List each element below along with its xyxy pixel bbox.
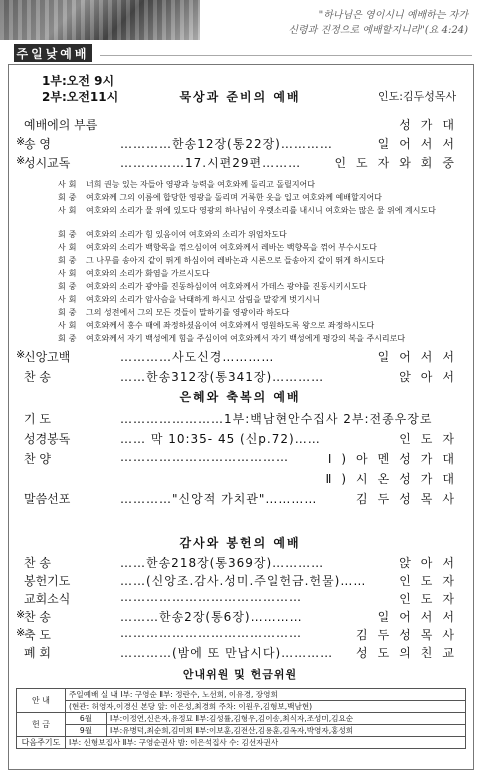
offering-row-1: Ⅰ부:이정연,신은자,유정묘 Ⅱ부:김성률,김형우,김이송,최식자,조성미,김요순	[107, 713, 466, 725]
item-performer: 일어서서	[377, 610, 464, 624]
next-prayer-label: 다음주기도	[17, 737, 66, 749]
table-row	[17, 701, 466, 713]
reader-role: 사회	[58, 295, 80, 304]
offering-month-1: 6월	[66, 713, 107, 725]
reader-role: 회중	[58, 230, 80, 239]
table-row	[17, 725, 466, 737]
standing-mark: ※	[16, 626, 26, 639]
reader-role: 회중	[58, 308, 80, 317]
reading-text: 너희 권능 있는 자들아 영광과 능력을 여호와께 돌리고 돌릴지어다	[86, 180, 315, 189]
reader-role: 회중	[58, 282, 80, 291]
item-detail: …………한송12장(통22장)…………	[120, 137, 333, 151]
item-performer: 인도자	[399, 574, 464, 588]
table-row	[17, 737, 466, 749]
section-title-grace: 은혜와 축복의 예배	[179, 390, 301, 404]
item-performer: 성가대	[399, 118, 464, 132]
reading-text: 그의 성전에서 그의 모든 것들이 말하기를 영광이라 하도다	[86, 308, 290, 317]
offering-row-2: Ⅰ부:유병덕,최순희,김미희 Ⅱ부:이보훈,김전산,김용훈,김옥자,박영자,홍성희	[107, 725, 466, 737]
verse-line-2: 신령과 진정으로 예배할지니라"(요 4:24)	[288, 25, 468, 36]
offering-month-2: 9월	[66, 725, 107, 737]
reading-text: 그 나무를 송아지 같이 뛰게 하심이여 레바논과 시론으로 들송아지 같이 뛰게 하시도다	[86, 256, 385, 265]
item-detail: ……한송312장(통341장)…………	[120, 370, 325, 384]
item-detail: …………………………………	[120, 450, 289, 464]
standing-mark: ※	[16, 608, 26, 621]
service-time-second: 2부:오전11시	[42, 90, 119, 104]
item-detail: ……(신앙조.감사.성미.주일헌금.헌물)……	[120, 574, 367, 588]
item-label: 봉헌기도	[24, 574, 71, 588]
item-performer: 앉아서	[399, 370, 464, 384]
item-label: 교회소식	[24, 592, 71, 606]
standing-mark: ※	[16, 154, 26, 167]
table-row	[17, 713, 466, 725]
item-performer: Ⅱ)시온성가대	[325, 472, 464, 486]
service-time-first: 1부:오전 9시	[42, 74, 115, 88]
guide-row-2: (현관: 허영자,이경신 본당 앞: 이은성,최경희 주차: 이원우,김형보,백남현)	[66, 701, 466, 713]
item-performer: 일어서서	[377, 350, 464, 364]
item-performer: Ⅰ)아멘성가대	[327, 452, 464, 466]
item-performer: 성도의친교	[356, 646, 464, 660]
list-item	[24, 450, 464, 466]
item-label: 찬 송	[24, 610, 51, 624]
item-performer: 앉아서	[399, 556, 464, 570]
list-item	[24, 410, 464, 426]
reader-role: 사회	[58, 269, 80, 278]
item-detail: ………한송2장(통6장)…………	[120, 610, 303, 624]
item-label: 찬 양	[24, 452, 51, 466]
list-item	[24, 470, 464, 486]
reading-text: 여호와의 소리가 암사슴을 낙태하게 하시고 삼림을 말갛게 벗기시니	[86, 295, 321, 304]
standing-mark: ※	[16, 348, 26, 361]
item-performer: 일어서서	[377, 137, 464, 151]
list-item	[24, 430, 464, 446]
item-label: 말씀선포	[24, 492, 71, 506]
church-interior-photo	[0, 0, 200, 40]
list-item	[16, 348, 464, 364]
section-title-meditation: 묵상과 준비의 예배	[179, 90, 301, 104]
item-label: 성시교독	[24, 156, 71, 170]
item-detail: …… 막 10:35- 45 (신p.72)……	[120, 432, 321, 446]
guide-label: 안 내	[17, 689, 66, 713]
reader-role: 회중	[58, 334, 80, 343]
item-label: 축 도	[24, 628, 51, 642]
section-title-thanks: 감사와 봉헌의 예배	[179, 536, 301, 550]
list-item	[24, 490, 464, 506]
list-item	[16, 135, 464, 151]
reader-role: 회중	[58, 193, 80, 202]
item-label: 신앙고백	[24, 350, 71, 364]
reading-text: 여호와의 소리가 힘 있음이여 여호와의 소리가 위엄차도다	[86, 230, 287, 239]
item-label: 찬 송	[24, 556, 51, 570]
item-performer: 인도자와회중	[334, 156, 464, 170]
table-row	[17, 689, 466, 701]
committee-table	[16, 688, 466, 749]
reader-role: 회중	[58, 256, 80, 265]
reader-role: 사회	[58, 321, 80, 330]
page-title: 주일낮예배	[14, 44, 92, 62]
item-label: 찬 송	[24, 370, 51, 384]
item-performer: 김두성목사	[356, 492, 464, 506]
item-detail: ……………………1부:백남현안수집사 2부:전종우장로	[120, 412, 433, 426]
item-detail: …………(밤에 또 만납시다)…………	[120, 646, 334, 660]
item-label: 성경봉독	[24, 432, 71, 446]
list-item	[24, 368, 464, 384]
item-label: 폐 회	[24, 646, 51, 660]
item-label: 예배에의 부름	[24, 118, 98, 132]
item-label: 송 영	[24, 137, 51, 151]
list-item	[16, 608, 464, 624]
reading-text: 여호와께서 홍수 때에 좌정하셨음이여 여호와께서 영원하도록 왕으로 좌정하시도다	[86, 321, 375, 330]
service-leader: 인도:김두성목사	[378, 90, 457, 103]
item-detail: ……………………………………	[120, 590, 302, 604]
item-performer: 김두성목사	[356, 628, 464, 642]
next-prayer-text: Ⅰ부: 신형보집사 Ⅱ부: 구영순권사 밤: 이은석집사 수: 김선자권사	[66, 737, 466, 749]
offering-label: 헌 금	[17, 713, 66, 737]
list-item	[24, 554, 464, 570]
verse-line-1: "하나님은 영이시니 예배하는 자가	[318, 10, 468, 21]
header-verse	[288, 8, 468, 38]
item-detail: ……………17.시편29편………	[120, 156, 302, 170]
reading-text: 여호와의 소리가 광야를 진동하심이여 여호와께서 가데스 광야를 진동시키시도다	[86, 282, 367, 291]
reading-text: 여호와께 그의 이름에 합당한 영광을 돌리며 거룩한 옷을 입고 여호와께 예배할지어다	[86, 193, 382, 202]
reader-role: 사회	[58, 180, 80, 189]
reader-role: 사회	[58, 243, 80, 252]
header-rule	[100, 55, 472, 56]
committee-title: 안내위원 및 헌금위원	[182, 668, 298, 681]
item-detail: …………"신앙적 가치관"…………	[120, 492, 318, 506]
list-item	[24, 116, 464, 132]
reading-text: 여호와의 소리가 백향목을 꺾으심이여 여호와께서 레바논 백향목을 꺾어 부수시도다	[86, 243, 377, 252]
reader-role: 사회	[58, 206, 80, 215]
reading-text: 여호와의 소리가 화염을 가르시도다	[86, 269, 210, 278]
list-item	[24, 644, 464, 660]
item-performer: 인도자	[399, 592, 464, 606]
item-performer: 인도자	[399, 432, 464, 446]
bulletin-header	[0, 0, 482, 64]
list-item	[24, 590, 464, 606]
list-item	[16, 154, 464, 170]
guide-row-1: 주일예배 실 내 Ⅰ부: 구영순 Ⅱ부: 정란수, 노선희, 이유경, 장영희	[66, 689, 466, 701]
standing-mark: ※	[16, 135, 26, 148]
item-label: 기 도	[24, 412, 51, 426]
item-detail: …………사도신경…………	[120, 350, 275, 364]
reading-text: 여호와께서 자기 백성에게 힘을 주심이여 여호와께서 자기 백성에게 평강의 복을 주시리로다	[86, 334, 406, 343]
list-item	[24, 572, 464, 588]
list-item	[16, 626, 464, 642]
item-detail: ……한송218장(통369장)…………	[120, 556, 325, 570]
reading-text: 여호와의 소리가 물 위에 있도다 영광의 하나님이 우렛소리를 내시니 여호와는 많은 물 위에 계시도다	[86, 206, 436, 215]
item-detail: ……………………………………	[120, 626, 302, 640]
